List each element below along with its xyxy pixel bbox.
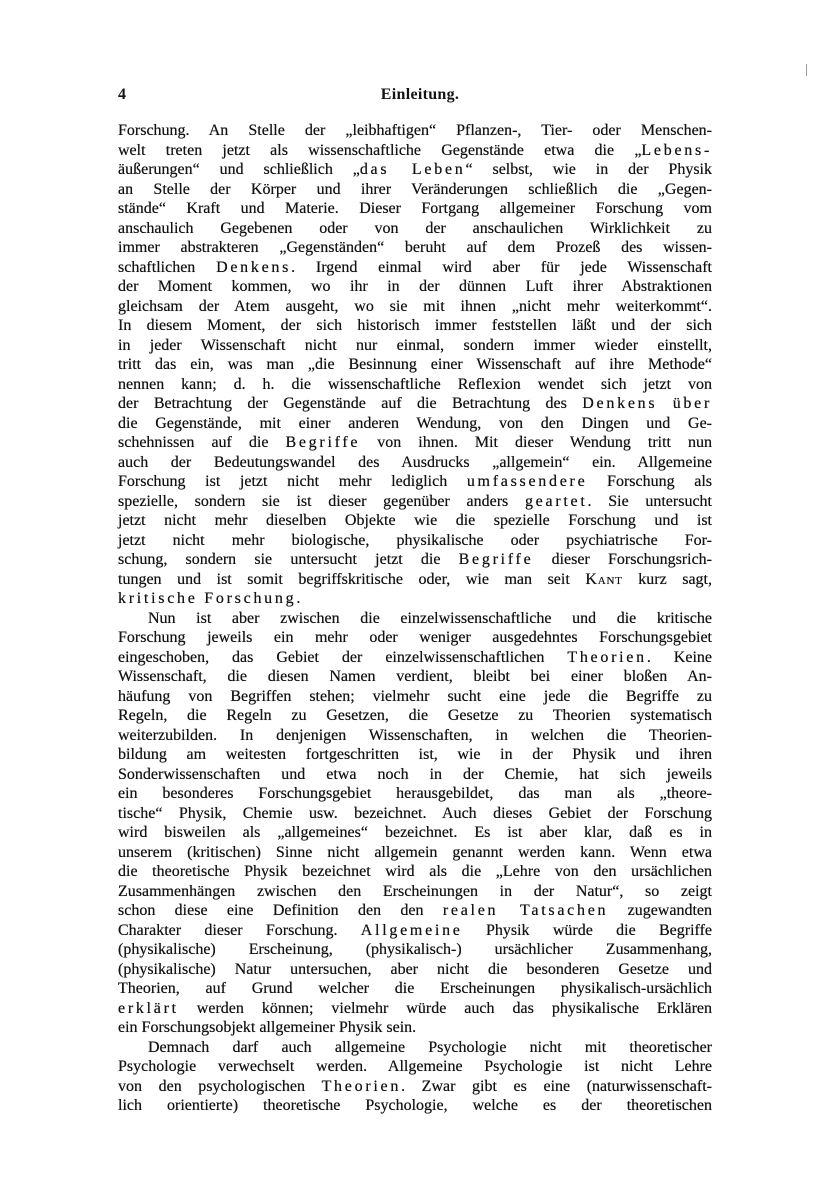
text-line: der Moment kommen, wo ihr in der dünnen Luft ihrer Abstraktionen <box>118 278 712 295</box>
text-line: unserem (kritischen) Sinne nicht allgemein genannt werden kann. Wenn etwa <box>118 843 712 861</box>
text-line: welt treten jetzt als wissenschaftliche Gegenstände etwa die „Lebens- <box>118 141 712 159</box>
small-caps-name: Kant <box>585 570 623 588</box>
text-line: ein Forschungsobjekt allgemeiner Physik sein. <box>118 1019 417 1036</box>
spaced-emphasis: Denkens <box>216 258 292 276</box>
text-line: wird bisweilen als „allgemeines“ bezeichnet. Es ist aber klar, daß es in <box>118 824 712 841</box>
page-number: 4 <box>118 86 126 103</box>
text-line: schaftlichen Denkens. Irgend einmal wird aber für jede Wissenschaft <box>118 258 712 276</box>
text-line: schung, sondern sie untersucht jetzt die Begriffe dieser Forschungsrich- <box>118 551 712 568</box>
text-line: schehnissen auf die Begriffe von ihnen. Mit dieser Wendung tritt nun <box>118 434 713 451</box>
text-line: immer abstrakteren „Gegenständen“ beruht auf dem Prozeß des wissen- <box>118 239 712 256</box>
spaced-emphasis: Theorien <box>567 648 647 666</box>
text-line: nennen kann; d. h. die wissenschaftliche Reflexion wendet sich jetzt von <box>118 375 712 393</box>
spaced-emphasis: über <box>672 395 713 412</box>
text-line: (physikalische) Natur untersuchen, aber nicht die besonderen Gesetze und <box>118 960 712 978</box>
text-line: jetzt nicht mehr dieselben Objekte wie die spezielle Forschung und ist <box>118 512 712 529</box>
text-line: von den psychologischen Theorien. Zwar gibt es eine (naturwissenschaft- <box>118 1077 712 1095</box>
chapter-title: Einleitung. <box>380 86 460 103</box>
spaced-emphasis: Begriffe <box>458 551 534 568</box>
paragraph <box>118 1038 712 1116</box>
spaced-emphasis: Theorien <box>321 1077 402 1095</box>
spaced-emphasis: Begriffe <box>285 434 361 451</box>
text-line: eingeschoben, das Gebiet der einzelwissenschaftlichen Theorien. Keine <box>118 648 713 666</box>
text-line: in jeder Wissenschaft nicht nur einmal, sondern immer wieder einstellt, <box>118 336 712 354</box>
text-line: auch der Bedeutungswandel des Ausdrucks „allgemein“ ein. Allgemeine <box>118 453 712 471</box>
text-line: tische“ Physik, Chemie usw. bezeichnet. Auch dieses Gebiet der Forschung <box>118 804 712 822</box>
spaced-emphasis: Allgemeine <box>360 921 463 939</box>
text-line: Charakter dieser Forschung. Allgemeine Physik würde die Begriffe <box>118 921 712 939</box>
text-line: schon diese eine Definition den den realen Tatsachen zugewandten <box>118 902 712 919</box>
text-line: Demnach darf auch allgemeine Psychologie nicht mit theoretischer <box>148 1038 712 1056</box>
text-line: weiterzubilden. In denjenigen Wissenschaften, in welchen die Theorien- <box>118 726 712 744</box>
text-line: die theoretische Physik bezeichnet wird als die „Lehre von den ursächlichen <box>118 863 712 880</box>
text-line: stände“ Kraft und Materie. Dieser Fortgang allgemeiner Forschung vom <box>118 200 712 217</box>
text-line: jetzt nicht mehr biologische, physikalische oder psychiatrische For- <box>118 531 712 549</box>
text-line: Zusammenhängen zwischen den Erscheinungen in der Natur“, so zeigt <box>118 882 712 900</box>
spaced-emphasis: realen Tatsachen <box>442 902 609 919</box>
spaced-emphasis: erklärt <box>118 999 179 1017</box>
text-line: ein besonderes Forschungsgebiet herausgebildet, das man als „theore- <box>118 785 712 802</box>
text-line: der Betrachtung der Gegenstände auf die Betrachtung des Denkens über <box>118 395 713 412</box>
spaced-emphasis: geartet <box>524 492 588 510</box>
paragraph <box>118 121 712 609</box>
text-line: Theorien, auf Grund welcher die Erscheinungen physikalisch-ursächlich <box>118 980 712 997</box>
text-line: Nun ist aber zwischen die einzelwissenschaftliche und die kritische <box>148 609 712 627</box>
text-line: tungen und ist somit begriffskritische oder, wie man seit Kant kurz sagt, <box>118 570 713 588</box>
spaced-emphasis: Denkens <box>582 395 658 412</box>
text-line: Psychologie verwechselt werden. Allgemeine Psychologie ist nicht Lehre <box>118 1058 712 1075</box>
text-line: die Gegenstände, mit einer anderen Wendung, von den Dingen und Ge- <box>118 414 712 432</box>
spaced-emphasis: umfassendere <box>466 473 588 490</box>
text-line: (physikalische) Erscheinung, (physikalisch-) ursächlicher Zusammenhang, <box>118 941 712 958</box>
text-line: Sonderwissenschaften und etwa noch in der Chemie, hat sich jeweils <box>118 765 712 783</box>
body-text <box>118 121 712 1116</box>
text-line: spezielle, sondern sie ist dieser gegenüber anders geartet. Sie untersucht <box>118 492 713 510</box>
running-head <box>118 84 712 106</box>
text-line: erklärt werden können; vielmehr würde auch das physikalische Erklären <box>118 999 712 1017</box>
text-line: äußerungen“ und schließlich „das Leben“ selbst, wie in der Physik <box>118 161 712 178</box>
paragraph <box>118 609 712 1038</box>
text-line: bildung am weitesten fortgeschritten ist, wie in der Physik und ihren <box>118 746 712 763</box>
text-line: an Stelle der Körper und ihrer Veränderungen schließlich die „Gegen- <box>118 180 712 198</box>
text-line: häufung von Begriffen stehen; vielmehr sucht eine jede die Begriffe zu <box>118 687 712 705</box>
scan-mark <box>806 64 807 76</box>
text-line: Forschung. An Stelle der „leibhaftigen“ Pflanzen-, Tier- oder Menschen- <box>118 122 712 139</box>
text-line: gleichsam der Atem ausgeht, wo sie mit ihnen „nicht mehr weiterkommt“. <box>118 297 712 315</box>
text-line: Wissenschaft, die diesen Namen verdient, bleibt bei einer bloßen An- <box>118 668 712 685</box>
text-line: anschaulich Gegebenen oder von der anschaulichen Wirklichkeit zu <box>118 219 712 237</box>
spaced-emphasis: kritische Forschung <box>118 590 297 607</box>
text-line: kritische Forschung. <box>118 590 301 607</box>
spaced-emphasis: das Leben <box>359 161 466 178</box>
text-line: Regeln, die Regeln zu Gesetzen, die Gesetze zu Theorien systematisch <box>118 707 712 724</box>
text-line: In diesem Moment, der sich historisch immer feststellen läßt und der sich <box>118 317 712 334</box>
spaced-emphasis: Lebens- <box>641 141 712 159</box>
text-line: tritt das ein, was man „die Besinnung einer Wissenschaft auf ihre Methode“ <box>118 356 712 373</box>
text-line: lich orientierte) theoretische Psychologie, welche es der theoretischen <box>118 1097 712 1114</box>
text-line: Forschung ist jetzt nicht mehr lediglich umfassendere Forschung als <box>118 473 712 490</box>
text-line: Forschung jeweils ein mehr oder weniger ausgedehntes Forschungsgebiet <box>118 629 712 646</box>
